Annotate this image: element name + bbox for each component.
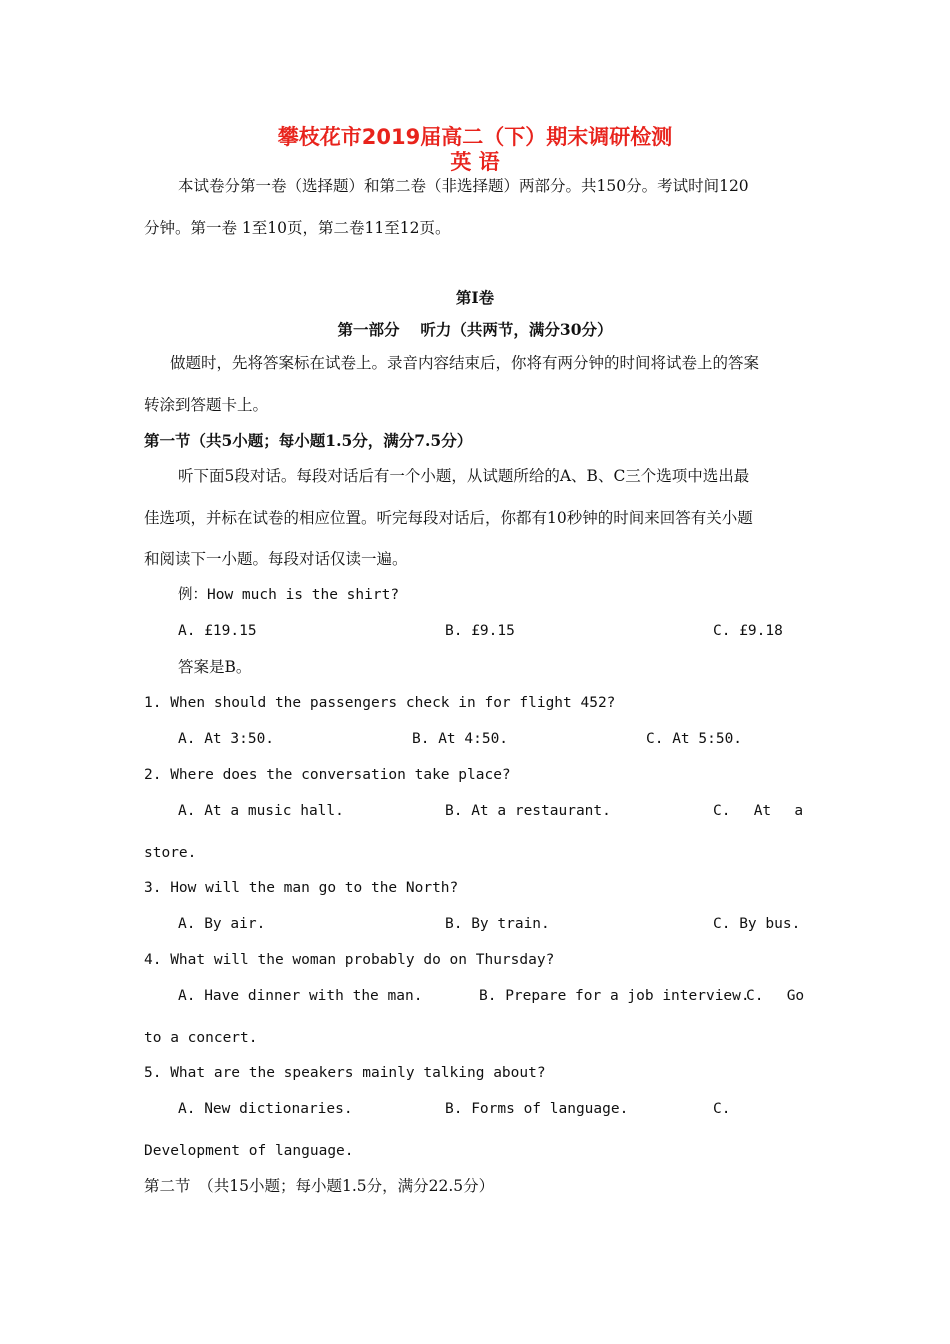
example-option-c: C. £9.18 [713,623,783,639]
question-5-option-b: B. Forms of language. [445,1101,629,1117]
section1-instruction-line-3: 和阅读下一小题。每段对话仅读一遍。 [144,550,408,568]
question-2-option-b: B. At a restaurant. [445,803,611,819]
question-4-continuation: to a concert. [144,1030,258,1046]
question-4-option-c: C. Go [746,988,805,1004]
part1-instruction-line-1: 做题时，先将答案标在试卷上。录音内容结束后，你将有两分钟的时间将试卷上的答案 [170,354,760,372]
question-2-option-c: C. At a [713,803,804,819]
section1-instruction-line-1: 听下面5段对话。每段对话后有一个小题，从试题所给的A、B、C三个选项中选出最 [178,467,750,485]
example-question: 例：How much is the shirt? [178,587,400,603]
example-option-a: A. £19.15 [178,623,257,639]
question-1-stem: 1. When should the passengers check in for flight 452? [144,695,616,711]
intro-line-1: 本试卷分第一卷（选择题）和第二卷（非选择题）两部分。共150分。考试时间120 [178,177,749,195]
question-2-stem: 2. Where does the conversation take place? [144,767,511,783]
intro-line-2: 分钟。第一卷 1至10页，第二卷11至12页。 [144,219,451,237]
question-4-option-b: B. Prepare for a job interview. [479,988,750,1004]
section2-heading: 第二节 （共15小题；每小题1.5分，满分22.5分） [144,1177,495,1195]
part1-heading: 第一部分 听力（共两节，满分30分） [337,320,613,339]
question-1-option-b: B. At 4:50. [412,731,509,747]
question-1-option-a: A. At 3:50. [178,731,275,747]
question-3-option-c: C. By bus. [713,916,801,932]
question-3-stem: 3. How will the man go to the North? [144,880,459,896]
question-5-option-a: A. New dictionaries. [178,1101,353,1117]
question-5-stem: 5. What are the speakers mainly talking about? [144,1065,546,1081]
example-option-b: B. £9.15 [445,623,515,639]
section1-heading: 第一节（共5小题；每小题1.5分，满分7.5分） [144,431,473,450]
question-3-option-a: A. By air. [178,916,266,932]
example-answer: 答案是B。 [178,658,252,676]
subject-title: 英 语 [450,150,500,174]
question-2-continuation: store. [144,845,197,861]
exam-title: 攀枝花市2019届高二（下）期末调研检测 [277,125,673,149]
question-4-stem: 4. What will the woman probably do on Thursday? [144,952,555,968]
question-5-continuation: Development of language. [144,1143,354,1159]
question-5-option-c: C. [713,1101,731,1117]
question-1-option-c: C. At 5:50. [646,731,743,747]
volume-title: 第Ⅰ卷 [455,288,495,307]
part1-instruction-line-2: 转涂到答题卡上。 [144,396,269,414]
question-3-option-b: B. By train. [445,916,550,932]
question-2-option-a: A. At a music hall. [178,803,344,819]
question-4-option-a: A. Have dinner with the man. [178,988,423,1004]
section1-instruction-line-2: 佳选项，并标在试卷的相应位置。听完每段对话后，你都有10秒钟的时间来回答有关小题 [144,509,753,527]
